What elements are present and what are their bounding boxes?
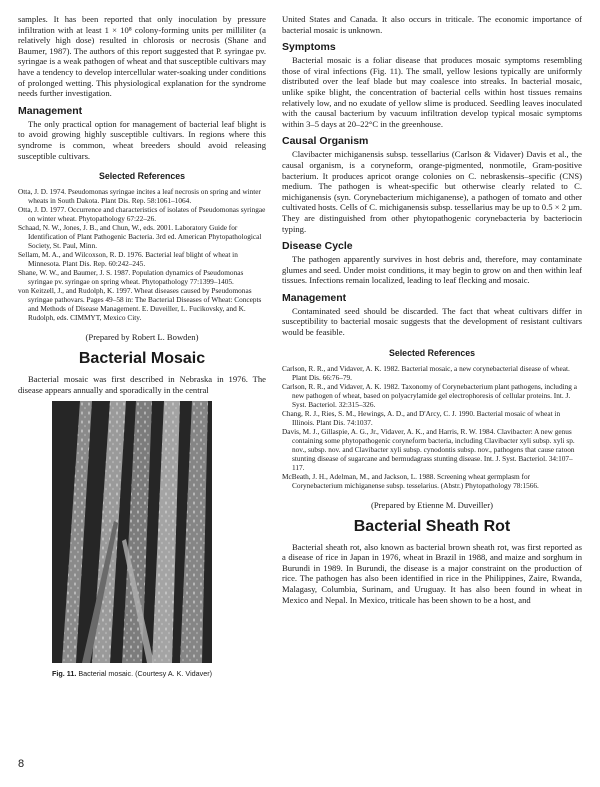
reference-item: von Keitzell, J., and Rudolph, K. 1997. Wheat diseases caused by Pseudomonas syringae pathovars. Pages 49–58 in: The Bacterial Diseases of Wheat: Concepts and Methods of Disease Management. E. Duveiller, L. Fucikovsky, and K. Rudolph, eds. CIMMYT, Mexico City. bbox=[18, 286, 262, 323]
credit-right: (Prepared by Etienne M. Duveiller) bbox=[371, 499, 493, 510]
refs-list-right bbox=[282, 364, 582, 490]
reference-item: Chang, R. J., Ries, S. M., Hewings, A. D., and D'Arcy, C. J. 1990. Bacterial mosaic of wheat in Illinois. Plant Dis. 74:1037. bbox=[282, 408, 561, 427]
figure-caption bbox=[52, 669, 217, 678]
causal-organism-heading: Causal Organism bbox=[282, 135, 369, 148]
left-paragraph-1: samples. It has been reported that only inoculation by pressure infiltration with at least 1 × 10⁸ colony-forming units per milliliter (a relatively high dose) resulted in chlorosis or necrosis (Shane and Baumer, 1987). The authors of this report suggested that P. syringae pv. syringae is a weak pathogen of wheat and that susceptible cultivars may have a tendency to develop intercellular water-soaking under conditions of prolonged wetting. This physiological explanation for the syndrome needs further investigation. bbox=[18, 14, 266, 99]
left-column bbox=[18, 14, 266, 678]
causal-organism-text: Clavibacter michiganensis subsp. tessellarius (Carlson & Vidaver) Davis et al., the causal organism, is a coryneform, orange-pigmented, nonmotile, Gram-positive bacterium. It produces apricot orange colonies on C. nebraskensis–specific (CNS) medium. The pathogen is wheat-specific but otherwise clearly related to C. michiganensis (syn. Corynebacterium michiganense), a pathogen of tomato and other cultivated hosts. Cells of C. michiganensis subsp. tessellarius may be up to 0.5 × 2 µm. They are distinguished from other phytopathogenic corynebacteria by bacteriocin typing. bbox=[282, 149, 582, 234]
figure-label: Fig. 11. bbox=[52, 669, 77, 679]
management-heading-right: Management bbox=[282, 291, 347, 304]
credit-left: (Prepared by Robert L. Bowden) bbox=[85, 332, 199, 343]
management-heading: Management bbox=[18, 104, 83, 117]
section-title-bacterial-sheath-rot: Bacterial Sheath Rot bbox=[353, 517, 511, 535]
page-number: 8 bbox=[18, 758, 25, 770]
reference-item: Otta, J. D. 1977. Occurrence and characteristics of isolates of Pseudomonas syringae on winter wheat. Phytopathology 67:22–26. bbox=[18, 205, 266, 224]
right-paragraph-1: United States and Canada. It also occurs in triticale. The economic importance of bacterial mosaic is unknown. bbox=[282, 14, 582, 35]
right-column bbox=[282, 14, 582, 605]
bacterial-mosaic-intro: Bacterial mosaic was first described in Nebraska in 1976. The disease appears annually and sporadically in the central bbox=[18, 374, 266, 395]
management-text: The only practical option for management of bacterial leaf blight is to avoid growing highly susceptible cultivars. In regions where this syndrome is common, wheat breeders should avoid releasing susceptible cultivars. bbox=[18, 118, 266, 161]
reference-item: McBeath, J. H., Adelman, M., and Jackson, L. 1988. Screening wheat germplasm for Corynebacterium michiganense subsp. tesselarius. (Abstr.) Phytopathology 78:1566. bbox=[282, 471, 539, 490]
reference-item: Schaad, N. W., Jones, J. B., and Chun, W., eds. 2001. Laboratory Guide for Identification of Plant Pathogenic Bacteria. 3rd ed. American Phytopathological Society, St. Paul, Minn. bbox=[18, 223, 262, 251]
reference-item: Shane, W. W., and Baumer, J. S. 1987. Population dynamics of Pseudomonas syringae pv. syringae on spring wheat. Phytopathology 77:1399–1405. bbox=[18, 268, 244, 287]
figure-bacterial-mosaic-photo bbox=[52, 401, 212, 663]
reference-item: Otta, J. D. 1974. Pseudomonas syringae incites a leaf necrosis on spring and winter wheats in South Dakota. Plant Dis. Rep. 58:1061–1064. bbox=[18, 187, 261, 206]
bacterial-sheath-rot-text: Bacterial sheath rot, also known as bacterial brown sheath rot, was first reported as a disease of rice in Japan in 1976, wheat in Brazil in 1988, and maize and sorghum in Burundi in 1989. In Burundi, the disease is a major constraint on the production of rice. The pathogen has also been identified in rice in the Philippines, Zaire, Rwanda, Malagasy, Columbia, Surinam, and Uruguay. It has also been found in wheat in Mexico and Nepal. In Mexico, triticale has been shown to be a host, and bbox=[282, 541, 582, 605]
reference-item: Carlson, R. R., and Vidaver, A. K. 1982. Bacterial mosaic, a new corynebacterial disease of wheat. Plant Dis. 66:76–79. bbox=[282, 363, 570, 382]
symptoms-text: Bacterial mosaic is a foliar disease that produces mosaic symptoms resembling those of viral infections (Fig. 11). The small, yellow lesions typically are uniformly distributed over the leaf blade but may coalesce into streaks. In bacterial mosaic, unlike spike blight, the concentration of bacterial cells within host tissues remains relatively low, and no exudate of yellow slime is produced. Seedling leaves inoculated with the causal bacterium by vacuum infiltration develop typical mosaic symptoms within 3–5 days at 20–22°C in the greenhouse. bbox=[282, 55, 582, 129]
symptoms-heading: Symptoms bbox=[282, 41, 336, 54]
refs-heading-left: Selected References bbox=[98, 171, 186, 182]
disease-cycle-heading: Disease Cycle bbox=[282, 240, 353, 253]
reference-item: Sellam, M. A., and Wilcoxson, R. D. 1976. Bacterial leaf blight of wheat in Minnesota. Plant Dis. Rep. 60:242–245. bbox=[18, 250, 238, 269]
figure-caption-text: Bacterial mosaic. (Courtesy A. K. Vidaver) bbox=[76, 669, 213, 679]
section-title-bacterial-mosaic: Bacterial Mosaic bbox=[78, 350, 206, 368]
reference-item: Carlson, R. R., and Vidaver, A. K. 1982. Taxonomy of Corynebacterium plant pathogens, including a new pathogen of wheat, based on polyacrylamide gel electrophoresis of cellular proteins. Int. J. Syst. Bacteriol. 32:315–326. bbox=[282, 381, 577, 409]
refs-heading-right: Selected References bbox=[388, 347, 476, 358]
wheat-leaves-image bbox=[52, 401, 212, 663]
management-text-right: Contaminated seed should be discarded. The fact that wheat cultivars differ in susceptibility to bacterial mosaic suggests that the development of resistant cultivars would be feasible. bbox=[282, 305, 582, 338]
reference-item: Davis, M. J., Gillaspie, A. G., Jr., Vidaver, A. K., and Harris, R. W. 1984. Clavibacter: A new genus containing some phytopathogenic coryneform bacteria, including Clavibacter xyli subsp. xyli sp. nov., subsp. nov. and Clavibacter xyli subsp. cynodontis subsp. nov., pathogens that cause ratoon stunting disease of sugarcane and bermudagrass stunting disease. Int. J. Syst. Bacteriol. 34:107–117. bbox=[282, 426, 575, 472]
refs-list-left bbox=[18, 187, 266, 322]
disease-cycle-text: The pathogen apparently survives in host debris and, therefore, may contaminate glumes and seed. Under moist conditions, it may begin to grow on and then within leaf tissues. Infections remain localized, leading to leaf flecking and mosaic. bbox=[282, 254, 582, 286]
